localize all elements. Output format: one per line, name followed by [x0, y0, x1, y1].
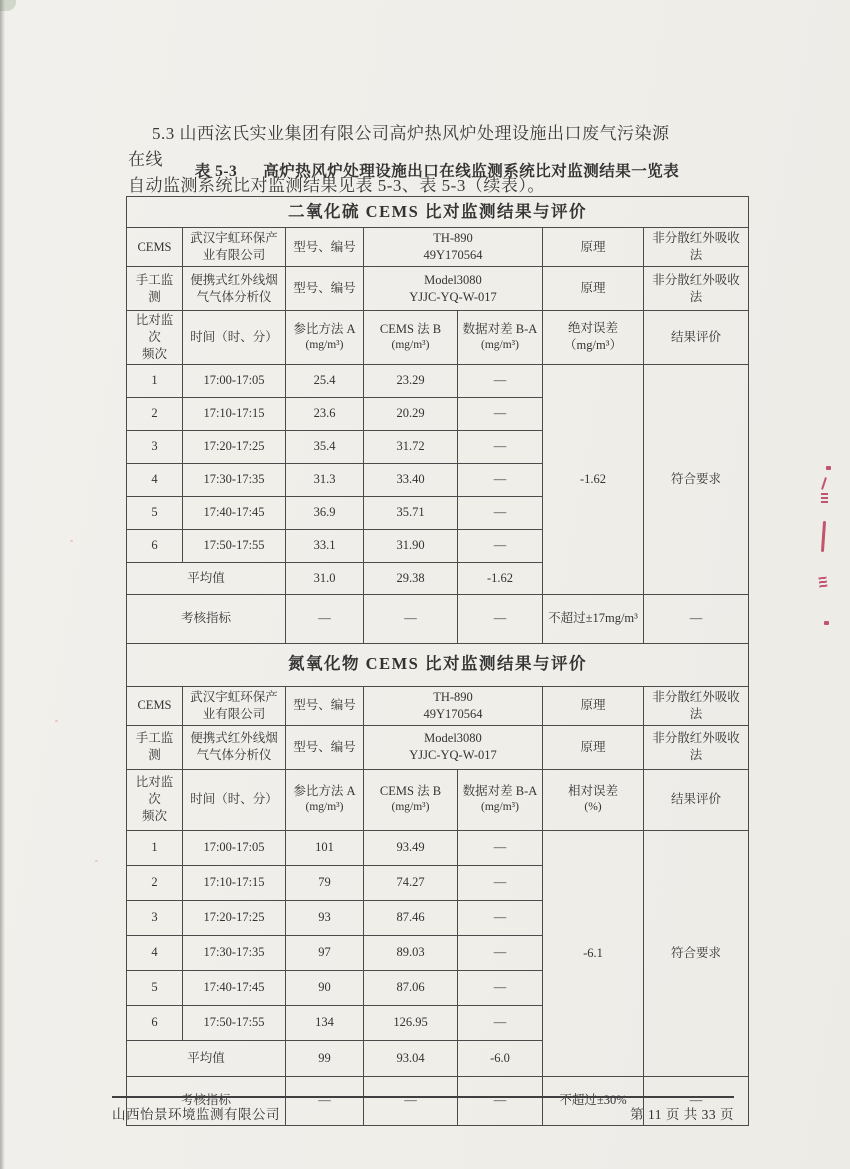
cell-result: 符合要求: [644, 830, 749, 1076]
cell-cems-b: 87.46: [364, 900, 458, 935]
cell-ref-a: 35.4: [286, 430, 364, 463]
cell-assess-dash: —: [286, 1076, 364, 1125]
cell-assess-dash: —: [364, 594, 458, 643]
intro-line-2: 自动监测系统比对监测结果见表 5-3、表 5-3（续表）。: [128, 176, 545, 195]
header-absolute-error: 绝对误差（mg/m³）: [543, 311, 644, 365]
cell-system-label: CEMS: [127, 228, 183, 267]
cell-vendor: 便携式红外线烟气气体分析仪: [183, 725, 286, 769]
header-time: 时间（时、分）: [183, 311, 286, 365]
header-time: 时间（时、分）: [183, 769, 286, 830]
cell-assess-limit: 不超过±30%: [543, 1076, 644, 1125]
so2-header-row: [127, 311, 749, 365]
red-ink-mark: [826, 466, 831, 470]
red-ink-mark: [818, 577, 827, 589]
so2-table: [126, 196, 749, 644]
cell-ref-a: 31.3: [286, 463, 364, 496]
nox-table: [126, 643, 749, 1126]
nox-section-title-row: [127, 643, 749, 686]
cell-ref-a: 79: [286, 865, 364, 900]
cell-time: 17:00-17:05: [183, 830, 286, 865]
cell-avg-label: 平均值: [127, 562, 286, 594]
cell-avg-diff: -6.0: [458, 1040, 543, 1076]
cell-time: 17:10-17:15: [183, 397, 286, 430]
comparison-tables: [126, 196, 748, 1126]
header-result: 结果评价: [644, 311, 749, 365]
cell-principle-value: 非分散红外吸收法: [644, 686, 749, 725]
red-ink-mark: [821, 521, 826, 552]
cell-seq: 2: [127, 865, 183, 900]
cell-time: 17:20-17:25: [183, 430, 286, 463]
cell-cems-b: 126.95: [364, 1005, 458, 1040]
cell-diff: —: [458, 529, 543, 562]
cell-cems-b: 93.49: [364, 830, 458, 865]
cell-time: 17:50-17:55: [183, 1005, 286, 1040]
cell-time: 17:20-17:25: [183, 900, 286, 935]
cell-absolute-error: -1.62: [543, 364, 644, 594]
scan-edge-shadow: [0, 0, 5, 1169]
cell-seq: 5: [127, 970, 183, 1005]
table-caption: [126, 159, 748, 181]
nox-manual-equipment-row: [127, 725, 749, 769]
cell-seq: 1: [127, 830, 183, 865]
cell-ref-a: 33.1: [286, 529, 364, 562]
red-ink-mark: [821, 477, 827, 490]
cell-diff: —: [458, 830, 543, 865]
cell-avg-diff: -1.62: [458, 562, 543, 594]
intro-line-1: 5.3 山西泫氏实业集团有限公司高炉热风炉处理设施出口废气污染源在线: [128, 124, 670, 169]
cell-seq: 1: [127, 364, 183, 397]
spec-model: Model3080: [424, 731, 482, 746]
cell-avg-b: 29.38: [364, 562, 458, 594]
cell-seq: 3: [127, 900, 183, 935]
cell-avg-label: 平均值: [127, 1040, 286, 1076]
nox-cems-equipment-row: [127, 686, 749, 725]
cell-ref-a: 97: [286, 935, 364, 970]
cell-principle-value: 非分散红外吸收法: [644, 267, 749, 311]
cell-principle-label: 原理: [543, 228, 644, 267]
header-reference-method: 参比方法 A (mg/m³): [286, 769, 364, 830]
spec-model: Model3080: [424, 272, 482, 287]
cell-diff: —: [458, 397, 543, 430]
cell-assess-limit: 不超过±17mg/m³: [543, 594, 644, 643]
cell-cems-b: 23.29: [364, 364, 458, 397]
table-caption-title: 高炉热风炉处理设施出口在线监测系统比对监测结果一览表: [263, 163, 680, 180]
cell-vendor: 武汉宇虹环保产业有限公司: [183, 228, 286, 267]
cell-seq: 3: [127, 430, 183, 463]
cell-cems-b: 35.71: [364, 496, 458, 529]
table-caption-number: 表 5-3: [194, 163, 238, 180]
cell-diff: —: [458, 1005, 543, 1040]
so2-section-title-row: [127, 197, 749, 228]
scan-speck: [95, 860, 98, 862]
cell-time: 17:30-17:35: [183, 935, 286, 970]
header-relative-error: 相对误差 (%): [543, 769, 644, 830]
cell-cems-b: 20.29: [364, 397, 458, 430]
cell-seq: 2: [127, 397, 183, 430]
cell-cems-b: 31.90: [364, 529, 458, 562]
cell-assess-dash: —: [644, 1076, 749, 1125]
cell-cems-b: 31.72: [364, 430, 458, 463]
spec-serial: 49Y170564: [423, 248, 483, 262]
spec-serial: 49Y170564: [423, 706, 483, 721]
cell-assess-label: 考核指标: [127, 594, 286, 643]
cell-time: 17:40-17:45: [183, 970, 286, 1005]
cell-principle-label: 原理: [543, 267, 644, 311]
header-frequency: 比对监次 频次: [127, 311, 183, 365]
cell-diff: —: [458, 865, 543, 900]
cell-spec-value: [364, 725, 543, 769]
spec-model: TH-890: [433, 231, 473, 246]
cell-time: 17:30-17:35: [183, 463, 286, 496]
cell-seq: 6: [127, 1005, 183, 1040]
spec-model: TH-890: [433, 689, 473, 704]
cell-diff: —: [458, 935, 543, 970]
cell-ref-a: 25.4: [286, 364, 364, 397]
so2-assessment-row: [127, 594, 749, 643]
so2-cems-equipment-row: [127, 228, 749, 267]
header-data-diff: 数据对差 B-A (mg/m³): [458, 311, 543, 365]
cell-diff: —: [458, 496, 543, 529]
spec-serial: YJJC-YQ-W-017: [409, 748, 497, 763]
header-data-diff: 数据对差 B-A (mg/m³): [458, 769, 543, 830]
header-reference-method: 参比方法 A (mg/m³): [286, 311, 364, 365]
cell-ref-a: 36.9: [286, 496, 364, 529]
cell-principle-label: 原理: [543, 686, 644, 725]
cell-spec-value: [364, 686, 543, 725]
nox-header-row: [127, 769, 749, 830]
cell-relative-error: -6.1: [543, 830, 644, 1076]
cell-avg-a: 99: [286, 1040, 364, 1076]
cell-seq: 4: [127, 935, 183, 970]
cell-diff: —: [458, 430, 543, 463]
footer-page-number: 第 11 页 共 33 页: [630, 1107, 734, 1122]
cell-spec-value: [364, 267, 543, 311]
cell-seq: 5: [127, 496, 183, 529]
cell-cems-b: 89.03: [364, 935, 458, 970]
red-ink-mark: [821, 493, 828, 503]
cell-principle-label: 原理: [543, 725, 644, 769]
footer-company: 山西怡景环境监测有限公司: [112, 1107, 280, 1122]
cell-spec-value: [364, 228, 543, 267]
spec-serial: YJJC-YQ-W-017: [409, 289, 497, 304]
cell-ref-a: 23.6: [286, 397, 364, 430]
cell-assess-dash: —: [458, 1076, 543, 1125]
cell-spec-label: 型号、编号: [286, 267, 364, 311]
cell-ref-a: 90: [286, 970, 364, 1005]
header-frequency: 比对监次 频次: [127, 769, 183, 830]
cell-time: 17:10-17:15: [183, 865, 286, 900]
header-cems-method: CEMS 法 B (mg/m³): [364, 769, 458, 830]
cell-diff: —: [458, 364, 543, 397]
nox-data-row: [127, 830, 749, 865]
cell-assess-label: 考核指标: [127, 1076, 286, 1125]
cell-avg-a: 31.0: [286, 562, 364, 594]
so2-section-title: 二氧化硫 CEMS 比对监测结果与评价: [127, 197, 749, 228]
scan-speck: [70, 540, 73, 542]
cell-time: 17:50-17:55: [183, 529, 286, 562]
cell-seq: 6: [127, 529, 183, 562]
cell-vendor: 便携式红外线烟气气体分析仪: [183, 267, 286, 311]
red-ink-mark: [824, 621, 829, 625]
cell-ref-a: 101: [286, 830, 364, 865]
cell-principle-value: 非分散红外吸收法: [644, 228, 749, 267]
cell-assess-dash: —: [286, 594, 364, 643]
header-result: 结果评价: [644, 769, 749, 830]
cell-avg-b: 93.04: [364, 1040, 458, 1076]
cell-ref-a: 134: [286, 1005, 364, 1040]
cell-seq: 4: [127, 463, 183, 496]
cell-system-label: 手工监测: [127, 267, 183, 311]
cell-assess-dash: —: [364, 1076, 458, 1125]
so2-manual-equipment-row: [127, 267, 749, 311]
cell-system-label: 手工监测: [127, 725, 183, 769]
scan-speck: [55, 720, 58, 722]
cell-diff: —: [458, 463, 543, 496]
page-footer: [112, 1096, 734, 1123]
cell-principle-value: 非分散红外吸收法: [644, 725, 749, 769]
nox-section-title: 氮氧化物 CEMS 比对监测结果与评价: [127, 643, 749, 686]
cell-spec-label: 型号、编号: [286, 228, 364, 267]
cell-diff: —: [458, 970, 543, 1005]
cell-result: 符合要求: [644, 364, 749, 594]
cell-cems-b: 74.27: [364, 865, 458, 900]
cell-vendor: 武汉宇虹环保产业有限公司: [183, 686, 286, 725]
cell-assess-dash: —: [458, 594, 543, 643]
cell-diff: —: [458, 900, 543, 935]
cell-cems-b: 33.40: [364, 463, 458, 496]
cell-time: 17:00-17:05: [183, 364, 286, 397]
cell-system-label: CEMS: [127, 686, 183, 725]
cell-ref-a: 93: [286, 900, 364, 935]
cell-time: 17:40-17:45: [183, 496, 286, 529]
cell-spec-label: 型号、编号: [286, 686, 364, 725]
cell-assess-dash: —: [644, 594, 749, 643]
cell-spec-label: 型号、编号: [286, 725, 364, 769]
header-cems-method: CEMS 法 B (mg/m³): [364, 311, 458, 365]
cell-cems-b: 87.06: [364, 970, 458, 1005]
so2-data-row: [127, 364, 749, 397]
